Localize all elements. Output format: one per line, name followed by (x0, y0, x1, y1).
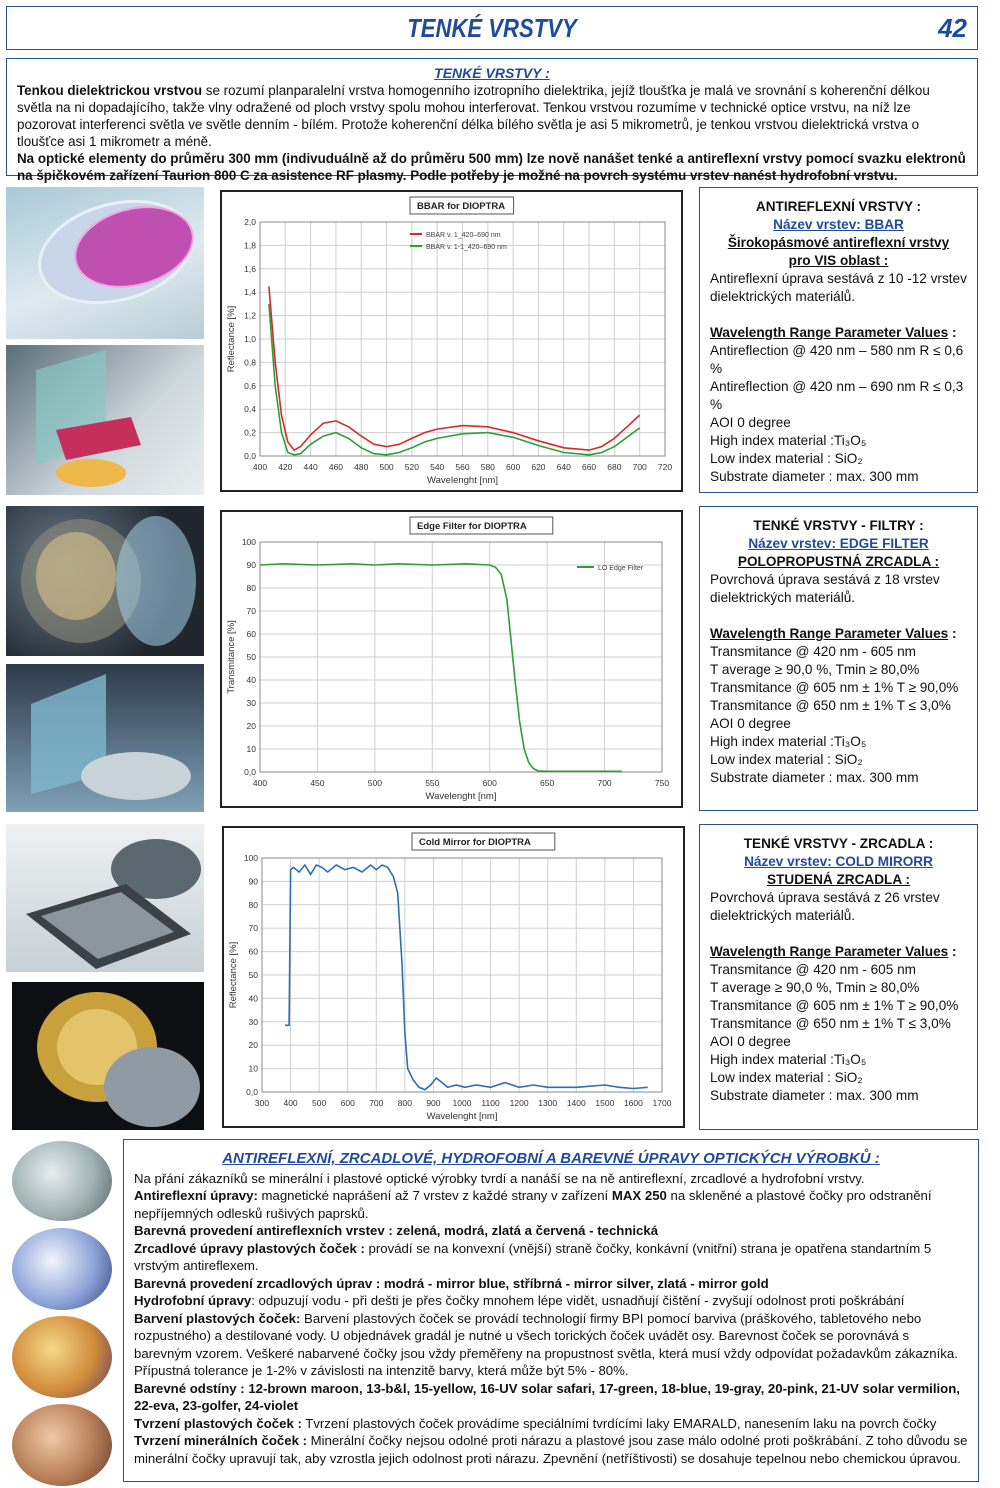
x-tick-label: 500 (367, 778, 382, 788)
photo-mirror-discs (6, 824, 204, 972)
y-tick-label: 10 (248, 1063, 258, 1074)
panel-subtitle: STUDENÁ ZRCADLA : (767, 872, 910, 887)
chart-edge-filter (220, 510, 683, 808)
y-tick-label: 100 (241, 537, 256, 547)
legend-label: BBAR v. 1_420–690 nm (426, 232, 501, 239)
coatings-p4 (134, 1240, 968, 1275)
x-tick-label: 700 (597, 778, 612, 788)
y-axis-label: Reflectance [%] (226, 305, 237, 373)
chart-edge-filter-svg (222, 512, 681, 806)
param-line: AOI 0 degree (710, 716, 791, 731)
x-tick-label: 640 (556, 462, 571, 472)
coatings-p5: Barevná provedení zrcadlových úprav : modrá - mirror blue, stříbrná - mirror silver, zlatá - mirror gold (134, 1275, 769, 1291)
y-tick-label: 50 (248, 970, 258, 980)
y-tick-label: 20 (248, 1040, 258, 1051)
p2-text-2: na skleněné a plastové čočky pro odstranění nepříjemných odlesků rušivých paprsků. (134, 1188, 932, 1221)
x-tick-label: 1200 (509, 1098, 529, 1108)
x-tick-label: 560 (455, 462, 470, 472)
intro-heading: TENKÉ VRSTVY : (434, 65, 550, 81)
panel-subtitle-2: pro VIS oblast : (788, 253, 889, 268)
x-tick-label: 440 (303, 462, 318, 472)
chart-title: Cold Mirror for DIOPTRA (419, 837, 531, 848)
coatings-p10 (134, 1432, 968, 1467)
y-axis-label: Transmitance [%] (226, 620, 237, 694)
coatings-p7 (134, 1310, 968, 1380)
params-list (710, 961, 967, 1105)
x-tick-label: 720 (657, 462, 673, 472)
p4-bold: Zrcadlové úpravy plastových čoček : (134, 1240, 365, 1256)
p7-text: Barvení plastových čoček se provádí technologií firmy BPI pomocí barviva (práškového, tabletového nebo rozpustného) a destilované vody. U objednávek gradál je nutné u všech torických čoček uvádět osy. Barevnost čoček se porovnává s barevným vzorem. Veškeré nabarvené čočky jsou vždy přeměřeny na propustnost světla, která musí vždy odpovídat požadavkům zákazníka. Přípustná tolerance je 1-2% v závislosti na intenzitě barvy, která může být 5% - 80%. (134, 1310, 958, 1378)
x-tick-label: 550 (425, 778, 440, 788)
y-tick-label: 30 (246, 698, 256, 708)
panel-subtitle: POLOPROPUSTNÁ ZRCADLA : (737, 554, 940, 569)
x-tick-label: 1600 (623, 1098, 643, 1108)
p2-text: magnetické naprášení až 7 vrstev z každé strany v zařízení (257, 1188, 612, 1203)
x-tick-label: 400 (283, 1098, 298, 1108)
x-tick-label: 620 (531, 462, 546, 472)
param-line: Substrate diameter : max. 300 mm (710, 1088, 919, 1103)
x-tick-label: 580 (480, 462, 495, 472)
coatings-p6 (134, 1292, 968, 1310)
layer-name: Název vrstev: BBAR (773, 217, 904, 232)
chart-bbar-svg (222, 192, 681, 490)
intro-bold-line-2: na špičkovém zařízení Taurion 800 C za asistence RF plasmy. Podle potřeby je možné na povrch systému vrstev nanést hydrofobní vrstvu. (17, 168, 898, 183)
y-tick-label: 90 (246, 560, 256, 570)
coatings-section (123, 1139, 979, 1482)
photo-filter-lenses (6, 506, 204, 656)
panel-description: Antireflexní úprava sestává z 10 -12 vrstev dielektrických materiálů. (710, 271, 967, 304)
p6-bold: Hydrofobní úpravy (134, 1293, 252, 1308)
x-tick-label: 800 (397, 1098, 412, 1108)
photo-filter-plates (6, 664, 204, 812)
param-line: Substrate diameter : max. 300 mm (710, 770, 919, 785)
panel-edge-filter (699, 506, 978, 811)
y-tick-label: 0,0 (244, 767, 256, 777)
x-tick-label: 300 (254, 1098, 270, 1108)
photo-ar-discs (6, 187, 204, 339)
param-line: Transmitance @ 605 nm ± 1% T ≥ 90,0% (710, 998, 959, 1013)
y-tick-label: 0,2 (244, 427, 256, 438)
y-tick-label: 60 (248, 946, 258, 957)
x-tick-label: 1100 (481, 1098, 500, 1108)
x-tick-label: 650 (540, 778, 555, 788)
intro-text: se rozumí planparalelní vrstva homogenního izotropního dielektrika, jejíž tloušťka je malá ve srovnání s koherenční délkou světla na ni dopadajícího, takže vlny odražené od ploch vrstvy spolu mohou interferovat. Tenkou vrstvou rozumíme v technické optice vrstvu, na níž lze pozorovat interferenci světla ve světle denním - bílém. Protože koherenční délka bílého světla je asi 5 mikrometrů, je tenkou vrstvou dielektrická vrstva o tloušťce asi 1 mikrometr a méně. (17, 83, 930, 149)
intro-paragraph (17, 82, 967, 150)
x-tick-label: 480 (354, 462, 369, 472)
x-axis-label: Wavelenght [nm] (425, 791, 497, 802)
photo-lens-brown (12, 1404, 112, 1486)
p9-bold: Tvrzení plastových čoček : (134, 1415, 302, 1431)
x-tick-label: 750 (654, 778, 670, 788)
y-tick-label: 1,2 (244, 310, 256, 321)
y-tick-label: 80 (248, 899, 258, 910)
param-line: AOI 0 degree (710, 1034, 791, 1049)
param-line: Transmitance @ 420 nm - 605 nm (710, 962, 916, 977)
x-tick-label: 520 (404, 462, 419, 472)
x-tick-label: 500 (312, 1098, 327, 1108)
series-line (260, 564, 622, 772)
y-tick-label: 0,8 (244, 357, 256, 368)
coatings-p3: Barevná provedení antireflexních vrstev : zelená, modrá, zlatá a červená - technická (134, 1223, 659, 1238)
y-tick-label: 0,0 (244, 451, 256, 461)
panel-cold-mirror (699, 824, 978, 1130)
p4-text: provádí se na konvexní (vnější) straně čočky, konkávní (vnitřní) strana je opatřena standartním 5 vrstvým antireflexem. (134, 1240, 932, 1273)
x-axis-label: Wavelenght [nm] (426, 1111, 498, 1122)
panel-title: TENKÉ VRSTVY - FILTRY : (753, 518, 924, 533)
y-tick-label: 2,0 (244, 217, 256, 227)
panel-subtitle: Širokopásmové antireflexní vrstvy (727, 235, 950, 250)
legend-label: LO Edge Filter (598, 565, 644, 572)
panel-bbar (699, 187, 978, 493)
panel-description: Povrchová úprava sestává z 18 vrstev dielektrických materiálů. (710, 572, 940, 605)
y-tick-label: 0,4 (244, 404, 256, 415)
page-number: 42 (938, 13, 967, 43)
x-tick-label: 450 (310, 778, 325, 788)
param-line: Antireflection @ 420 nm – 580 nm R ≤ 0,6 % (710, 343, 964, 376)
x-tick-label: 400 (252, 778, 268, 788)
page-header (6, 6, 978, 50)
x-tick-label: 1000 (452, 1098, 472, 1108)
y-axis-label: Reflectance [%] (228, 941, 239, 1009)
x-tick-label: 680 (607, 462, 622, 472)
layer-name: Název vrstev: COLD MIRORR (744, 854, 933, 869)
page-title: TENKÉ VRSTVY (407, 13, 577, 43)
intro-lead: Tenkou dielektrickou vrstvou (17, 83, 203, 98)
chart-title: BBAR for DIOPTRA (417, 201, 506, 212)
param-line: High index material :Ti₃O₅ (710, 433, 867, 448)
param-line: Transmitance @ 650 nm ± 1% T ≤ 3,0% (710, 698, 951, 713)
p7-bold: Barvení plastových čoček: (134, 1310, 301, 1326)
p2-bold-2: MAX 250 (611, 1188, 667, 1203)
y-tick-label: 60 (246, 629, 256, 639)
chart-cold-mirror-svg (224, 828, 683, 1126)
params-title: Wavelength Range Parameter Values (710, 626, 949, 641)
y-tick-label: 1,0 (244, 334, 256, 344)
params-colon: : (948, 626, 957, 641)
x-tick-label: 1400 (566, 1098, 586, 1108)
panel-title: ANTIREFLEXNÍ VRSTVY : (755, 199, 922, 214)
photo-lens-ar (12, 1141, 112, 1221)
x-tick-label: 600 (340, 1098, 355, 1108)
chart-title: Edge Filter for DIOPTRA (417, 521, 527, 532)
series-line (285, 865, 648, 1090)
y-tick-label: 0,6 (244, 380, 256, 391)
param-line: Low index material : SiO₂ (710, 752, 863, 767)
x-tick-label: 600 (482, 778, 497, 788)
coatings-p2 (134, 1187, 968, 1222)
x-axis-label: Wavelenght [nm] (427, 475, 498, 486)
x-tick-label: 700 (369, 1098, 384, 1108)
y-tick-label: 0,0 (246, 1087, 258, 1097)
param-line: T average ≥ 90,0 %, Tmin ≥ 80,0% (710, 662, 920, 677)
coatings-p8: Barevné odstíny : 12-brown maroon, 13-b&l, 15-yellow, 16-UV solar safari, 17-green, 18-blue, 19-gray, 20-pink, 21-UV solar vermilion, 22-eva, 23-golfer, 24-violet (134, 1380, 960, 1413)
x-tick-label: 540 (430, 462, 445, 472)
y-tick-label: 10 (246, 744, 256, 754)
chart-bbar (220, 190, 683, 492)
param-line: AOI 0 degree (710, 415, 791, 430)
param-line: Substrate diameter : max. 300 mm (710, 469, 919, 484)
x-tick-label: 600 (506, 462, 521, 472)
y-tick-label: 1,6 (244, 263, 256, 274)
x-tick-label: 660 (581, 462, 597, 472)
y-tick-label: 100 (243, 853, 258, 863)
param-line: High index material :Ti₃O₅ (710, 1052, 867, 1067)
y-tick-label: 1,8 (244, 240, 256, 251)
params-colon: : (948, 325, 957, 340)
x-tick-label: 700 (632, 462, 647, 472)
photo-lens-blue (12, 1228, 112, 1310)
params-title: Wavelength Range Parameter Values (710, 325, 949, 340)
param-line: Transmitance @ 605 nm ± 1% T ≥ 90,0% (710, 680, 959, 695)
y-tick-label: 70 (246, 606, 256, 616)
photo-lens-gold (12, 1316, 112, 1398)
param-line: Low index material : SiO₂ (710, 451, 863, 466)
x-tick-label: 1700 (652, 1098, 672, 1108)
x-tick-label: 1500 (595, 1098, 615, 1108)
param-line: Antireflection @ 420 nm – 690 nm R ≤ 0,3 % (710, 379, 964, 412)
coatings-heading: ANTIREFLEXNÍ, ZRCADLOVÉ, HYDROFOBNÍ A BAREVNÉ ÚPRAVY OPTICKÝCH VÝROBKŮ : (222, 1150, 880, 1167)
p10-text: Minerální čočky nejsou odolné proti nárazu a plastové jsou zase málo odolné proti poškrábání. Z toho důvodu se minerální čočky upravují tak, aby vzrostla jejich odolnost proti nárazu. Zpevnění (netříštivosti) se dosahuje tepelnou nebo chemickou úpravou. (134, 1433, 968, 1466)
chart-cold-mirror (222, 826, 685, 1128)
x-tick-label: 420 (278, 462, 293, 472)
x-tick-label: 500 (379, 462, 394, 472)
p9-text: Tvrzení plastových čoček provádíme speciálními tvrdícími laky EMARALD, nanesením laku na povrch čočky (301, 1415, 937, 1431)
y-tick-label: 50 (246, 652, 256, 662)
x-tick-label: 900 (426, 1098, 441, 1108)
param-line: Transmitance @ 650 nm ± 1% T ≤ 3,0% (710, 1016, 951, 1031)
y-tick-label: 90 (248, 876, 258, 887)
p6-text: : odpuzují vodu - při dešti je přes čočky mnohem lépe vidět, usnadňují čištění - zvyšují odolnost proti poškrábání (251, 1293, 905, 1308)
legend-label: BBAR v. 1-1_420–690 nm (426, 244, 507, 251)
intro-section (6, 58, 978, 183)
photo-cold-mirror (12, 982, 204, 1130)
panel-description: Povrchová úprava sestává z 26 vrstev dielektrických materiálů. (710, 890, 940, 923)
x-tick-label: 400 (252, 462, 268, 472)
param-line: High index material :Ti₃O₅ (710, 734, 867, 749)
x-tick-label: 460 (328, 462, 344, 472)
params-title: Wavelength Range Parameter Values (710, 944, 949, 959)
intro-bold-line-1: Na optické elementy do průměru 300 mm (indivuduálně až do průměru 500 mm) lze nově nanášet tenké a antireflexní vrstvy pomocí svazku elektronů (17, 151, 966, 166)
p2-bold: Antireflexní úpravy: (134, 1188, 258, 1203)
p10-bold: Tvrzení minerálních čoček : (134, 1433, 307, 1448)
coatings-p1: Na přání zákazníků se minerální i plastové optické výrobky tvrdí a nanáší se na ně antireflexní, zrcadlové a hydrofobní vrstvy. (134, 1170, 865, 1186)
coatings-p9 (134, 1415, 968, 1433)
y-tick-label: 30 (248, 1016, 258, 1027)
param-line: T average ≥ 90,0 %, Tmin ≥ 80,0% (710, 980, 920, 995)
photo-ar-plates (6, 345, 204, 495)
y-tick-label: 70 (248, 923, 258, 934)
x-tick-label: 1300 (538, 1098, 558, 1108)
series-line (269, 286, 640, 450)
y-tick-label: 40 (246, 675, 256, 685)
param-line: Transmitance @ 420 nm - 605 nm (710, 644, 916, 659)
y-tick-label: 40 (248, 993, 258, 1004)
panel-title: TENKÉ VRSTVY - ZRCADLA : (743, 836, 934, 851)
params-colon: : (948, 944, 957, 959)
y-tick-label: 80 (246, 583, 256, 593)
params-list (710, 643, 967, 787)
param-line: Low index material : SiO₂ (710, 1070, 863, 1085)
y-tick-label: 1,4 (244, 287, 256, 298)
layer-name: Název vrstev: EDGE FILTER (748, 536, 929, 551)
params-list (710, 342, 967, 486)
y-tick-label: 20 (246, 721, 256, 731)
